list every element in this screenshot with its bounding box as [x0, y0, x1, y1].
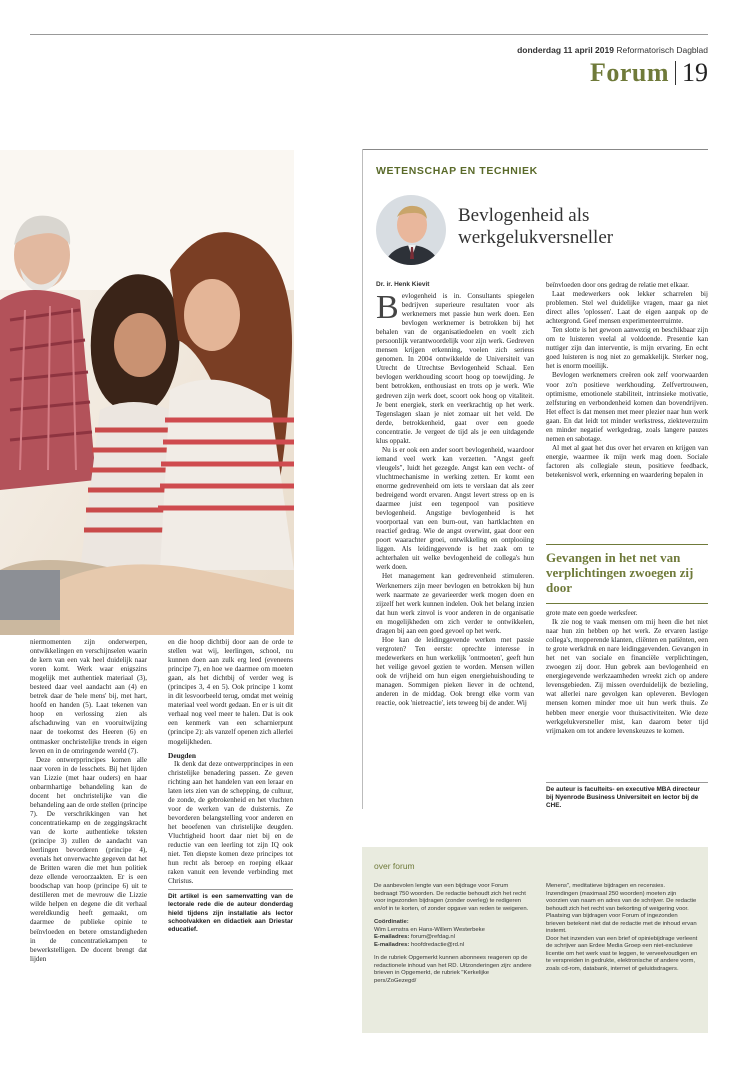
page-number: 19 — [682, 58, 708, 87]
author-byline: Dr. ir. Henk Kievit — [376, 281, 430, 288]
article-col-1: Bevlogenheid is in. Consultants spiegelen bedrijven superieure resultaten voor als werknemers met passie hun werk doen. Een bevlogen werknemer is betrokken bij het behalen van de organisatiedoelen en voelt zich persoonlijk verantwoordelijk voor zijn werk. Gedreven mensen krijgen erkenning, voelen zich serieus genomen. In 2004 ontwikkelde de Universiteit van Utrecht de Utrechtse Bevlogenheid Schaal. Een bevlogen werkhouding scoort hoog op toewijding. Je bent betrokken, enthousiast en trots op je werk. Wie gedreven zijn werk doet, scoort ook hoog op vitaliteit. Je bent energiek, sterk en veerkrachtig op het werk. Tegenslagen slaan je niet zomaar uit het veld. De derde, betrokkenheid, gaat over een goede concentratie. Je vergeet de tijd als je een uitdagende klus oppakt. Nu is er ook een ander soort bevlogenheid, waardoor iemand veel werk kan verzetten. "Angst geeft vleugels", luidt het gezegde. Angst kan een vecht- of vluchtmechanisme in werking zetten. Er komt een enorme gedrevenheid om iets te verslaan dat als zeer bedreigend wordt ervaren. Angst levert stress op en is daarmee juist een tegenpool van positieve bevlogenheid. Angstige bevlogenheid is het voorportaal van een burn-out, van hartklachten en reactief gedrag. Wie de angst overwint, gaat door een poort waarachter groei, ontwikkeling en ontplooiing liggen. Als leidinggevende is het zaak om te achterhalen uit welke bevlogenheid de collega's hun werk doen. Het management kan gedrevenheid stimuleren. Werknemers zijn meer bevlogen en betrokken bij hun werk naarmate ze gevarieerder werk mogen doen en zijzelf het werk kunnen indelen. Ook het belang inzien dat hun werk zinvol is voor anderen in de organisatie en mogelijkheden om zich verder te ontwikkelen, dragen bij aan een goed gevoel op het werk. Hoe kan de leidinggevende werken met passie vergroten? Ten eerste: oprechte interesse in medewerkers en hun werkelijk 'ontmoeten', geeft hun het veilige gevoel gezien te worden. Mensen willen ook de vrijheid om hun eigen energiehuishouding te managen. Sommigen pieken liever in de ochtend, anderen in de middag. Ook brengt elke vorm van reactie, ook 'nietreactie', iets teweeg bij de ander. Wij — [376, 289, 534, 708]
article-col-2-continued: grote mate een goede werksfeer. Ik zie nog te vaak mensen om mij heen die het niet naar hun zin hebben op het werk. Ze ervaren lastige collega's, mopperende klanten, cliënten en patiënten, een te grote werkdruk en nare leidinggevenden. Gevangen in het net van sociale en financiële verplichtingen, zwoegen zij door. Hun gebrek aan bevlogenheid en energiegevende werkzaamheden wreekt zich op andere levensgebieden. Zij missen overduidelijk de bezieling, wat allerlei nare gevolgen kan opleveren. Bevlogen mensen komen minder moe uit hun werk thuis. Ze hebben meer energie voor thuisactiviteiten. Wie deze werkgelukversneller mist, kan daarom beter tijd vrijmaken om tot andere levenskeuzes te komen. — [546, 609, 708, 735]
article-headline: Bevlogenheid als werkgelukversneller — [458, 205, 614, 248]
over-forum-box — [362, 847, 708, 1033]
header-rule — [30, 34, 708, 35]
students-photo — [0, 150, 294, 635]
author-note-rule — [546, 782, 708, 783]
article-col-2: beïnvloeden door ons gedrag de relatie met elkaar. Laat medewerkers ook lekker scharrelen bij problemen. Stel wel duidelijke vragen, maar ga niet direct alles 'oplossen'. Laat de eigen aanpak op de achtergrond. Geef mensen experimenteerruimte. Ten slotte is het gewoon aanwezig en beschikbaar zijn om te luisteren veelal al voldoende. Presentie kan nuttiger zijn dan interventie, is mijn ervaring. En echt goed luisteren is nog niet zo gemakkelijk. Sterker nog, het is enorm moeilijk. Bevlogen werknemers creëren ook zelf voorwaarden voor zo'n positieve werkhouding. Zelfvertrouwen, optimisme, emotionele stabiliteit, intrinsieke motivatie, zelfsturing en verbondenheid komen dan bovendrijven. Het effect is dat mensen met meer plezier naar hun werk gaan. En dat leidt tot minder werkstress, ziekteverzuim en minder negatief werkgedrag, zoals langere pauzes nemen en sabotage. Al met al gaat het dus over het ervaren en krijgen van energie, waarmee ik mijn werk mag doen. Sociale factoren als collegiale steun, positieve feedback, betekenisvol werk, erkenning en waardering bepalen in — [546, 281, 708, 479]
drop-cap: B — [376, 289, 399, 326]
subhead-deugden: Deugden — [168, 750, 196, 760]
over-forum-right: Menens", meditatieve bijdragen en recensies. Inzendingen (maximaal 250 woorden) moeten zijn voorzien van naam en adres van de schrijver. De redactie behoudt zich het recht van bekorting of weigering voor. Plaatsing van bijdragen voor Forum of ingezonden brieven betekent niet dat de redactie met de inhoud ervan instemt. Door het inzenden van een brief of opiniebijdrage verleent de schrijver aan Erdee Media Groep een niet-exclusieve licentie om het werk vast te leggen, te verveelvoudigen en te verspreiden in gedrukte, elektronische of andere vorm, zoals cd-rom, databank, internet of geluidsdragers. — [546, 883, 698, 972]
header-dateline: donderdag 11 april 2019 Reformatorisch Dagblad — [517, 45, 708, 55]
section-label: WETENSCHAP EN TECHNIEK — [376, 165, 538, 177]
page-header — [590, 58, 708, 88]
pull-quote-rule-bottom — [546, 603, 708, 604]
left-article-col-a: niermomenten zijn onderwerpen, ontwikkelingen en verschijnselen waarin de kern van een vak heel duidelijk naar voren komt. Werk waar enigszins mogelijk met authentiek materiaal (3), besteed daar veel aandacht aan (4) en betrek daar de 'hele mens' bij, met hart, hoofd en handen (5). Laat tekenen van hoop en verlossing zien als afschaduwing van en vooruitwijzing naar de toekomst des Heeren (6) en ontmasker onchristelijke trends in eigen leven en in de omringende wereld (7). Deze ontwerpprincipes komen alle naar voren in de lesschets. Bij het lijden van Lizzie (met haar ouders) en haar onbarmhartige behandeling kan de docent het onchristelijke van die behandeling aan de orde stellen (principe 7). De verschrikkingen van het concentratiekamp en de zeggingskracht van de korte authentieke teksten (principe 3) zullen de aandacht van leerlingen bevorderen (principe 4), evenals het onverwachte gegeven dat het de Britten waren die met hun politiek deze ellende veroorzaakten. Er is een boodschap van hoop (principe 6) uit te destilleren met de mevrouw die Lizzie wilde helpen en degene die dit verhaal wereldkundig heeft gemaakt, om daarmee de publieke opinie te beïnvloeden en betere omstandigheden in de concentratiekampen te bewerkstelligen. De docent brengt dat lijden — [30, 638, 147, 963]
pull-quote: Gevangen in het net van verplichtingen zwoegen zij door — [546, 550, 694, 595]
author-portrait — [376, 195, 446, 265]
email-link-2[interactable]: hoofdredactie@rd.nl — [411, 941, 465, 948]
article-left-rule — [362, 149, 363, 809]
pull-quote-rule — [546, 544, 708, 545]
email-link[interactable]: forum@refdag.nl — [411, 934, 455, 940]
over-forum-left: De aanbevolen lengte van een bijdrage voor Forum bedraagt 750 woorden. De redactie behoudt zich het recht voor ingezonden bijdragen (zonder overleg) te redigeren en/of in te korten, of zonder opgave van reden te weigeren. Coördinatie: Wim Lemstra en Hans-Willem Westerbeke E-mailadres: forum@refdag.nl E-mailadres: hoofdredactie@rd.nl In de rubriek Opgemerkt kunnen abonnees reageren op de redactionele inhoud van het RD. Uitzonderingen zijn: andere brieven in Opgemerkt, de rubriek "Kerkelijke pers/ZoGezegd/ — [374, 883, 532, 984]
author-note: De auteur is faculteits- en executive MBA directeur bij Nyenrode Business Universiteit en lector bij de CHE. — [546, 786, 700, 810]
section-title: Forum — [589, 58, 669, 87]
over-forum-title: over forum — [374, 861, 415, 871]
article-top-rule — [362, 149, 708, 150]
left-author-note: Dit artikel is een samenvatting van de lectorale rede die de auteur donderdag hield tijdens zijn installatie als lector schoolvakken en didactiek aan Driestar educatief. — [168, 893, 293, 934]
left-article-col-b: en die hoop dichtbij door aan de orde te stellen wat wij, leerlingen, school, nu kunnen doen aan zulk erg leed (eveneens principe 7), en hoe we daarmee om moeten gaan, als het dichtbij of verder weg is (principes 3, 4 en 5). Ook principe 1 komt in dit lesvoorbeeld terug, omdat met weinig materiaal veel wordt gedaan. En er is uit dit verhaal nog veel meer te halen. Dat is ook een kenmerk van een scharnierpunt (principe 2): als vanzelf openen zich allerlei mogelijkheden. Deugden Ik denk dat deze ontwerpprincipes in een christelijke benadering passen. Ze geven richting aan het handelen van een leraar en laten iets zien van de schepping, de cultuur, de zonde, de gebrokenheid en het vluchten voor de werken van de duisternis. Ze bevorderen belangstelling voor anderen en het beoefenen van christelijke deugden. Vluchtigheid hoort daar niet bij en de reductie van een leerling tot zijn IQ ook niet. Ten diepste komen deze principes tot hun recht als beroep en roeping elkaar raken vanuit een levende verbinding met Christus. Dit artikel is een samenvatting van de lectorale rede die de auteur donderdag hield tijdens zijn installatie als lector schoolvakken en didactiek aan Driestar educatief. — [168, 638, 293, 934]
